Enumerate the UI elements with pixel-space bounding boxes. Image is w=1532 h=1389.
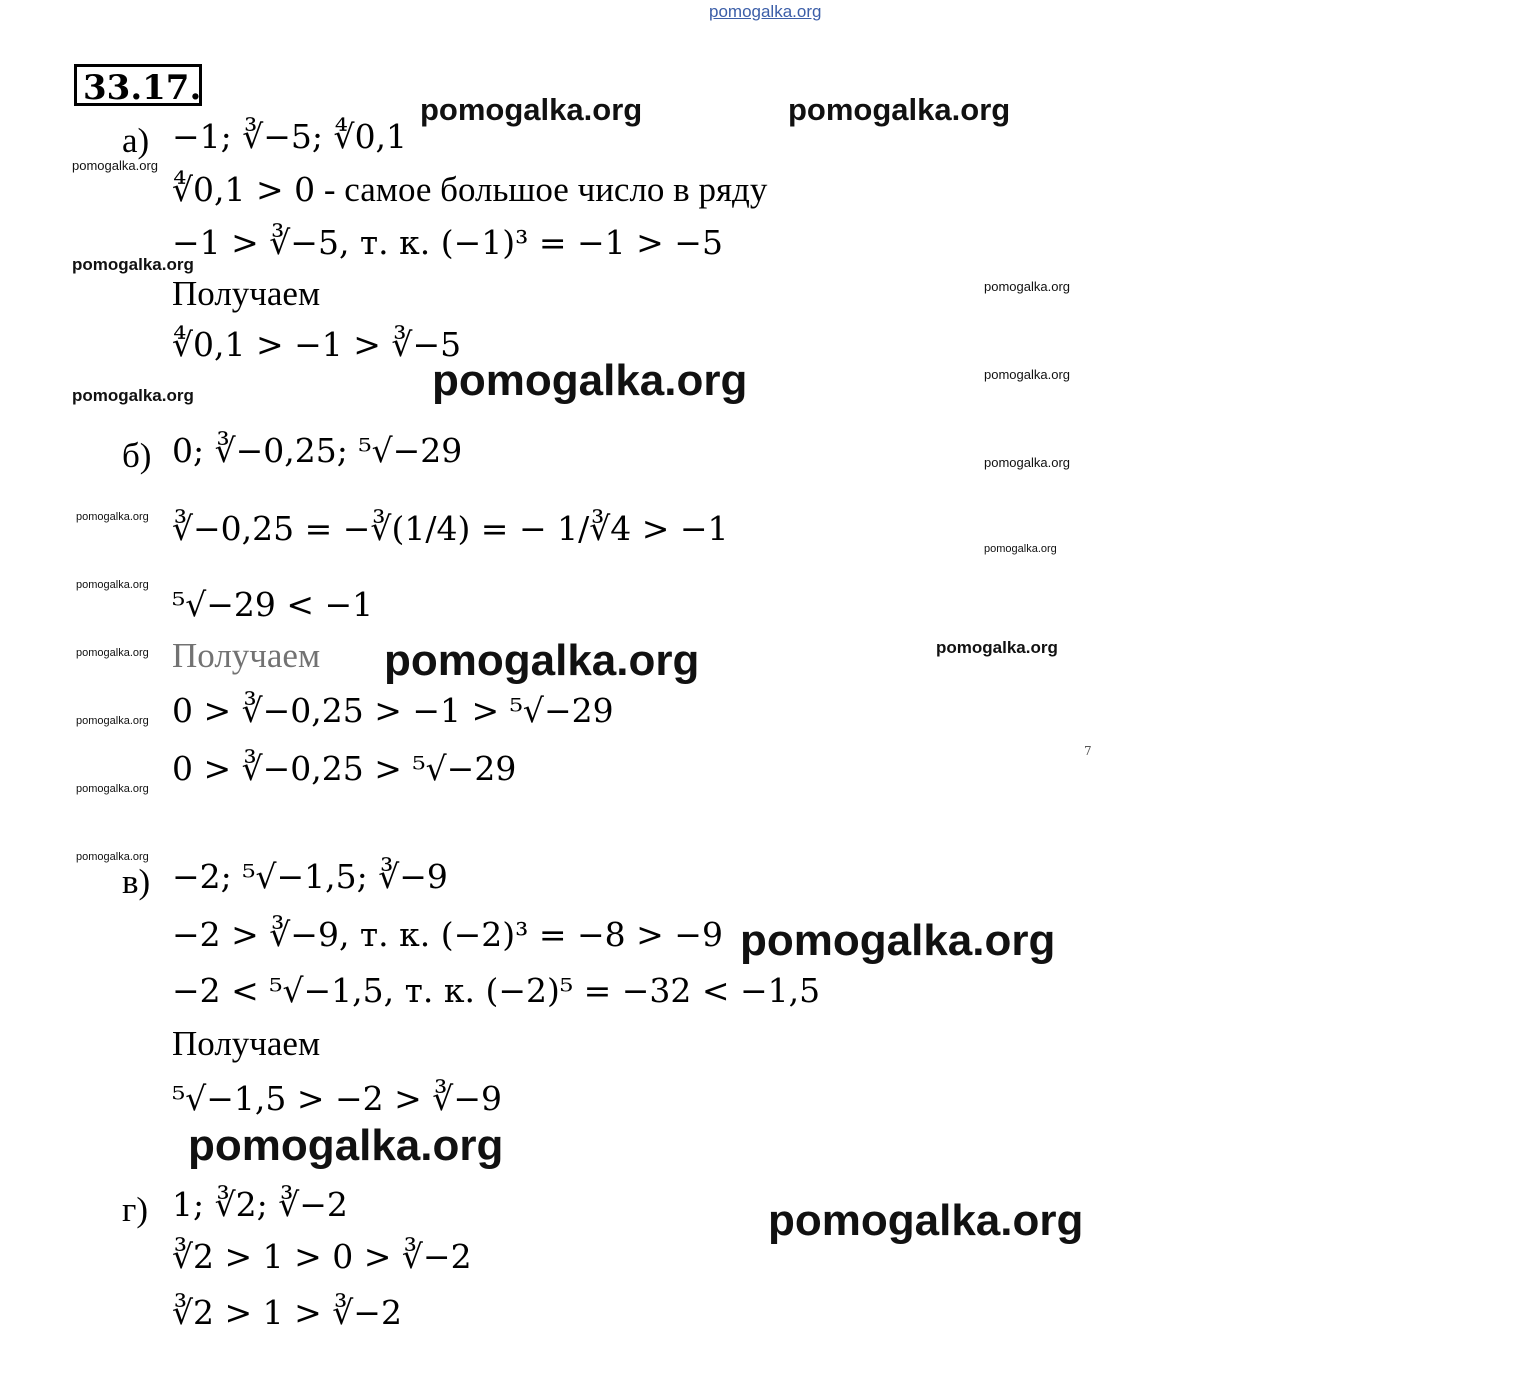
watermark: pomogalka.org <box>768 1196 1084 1245</box>
part-a-line1: −1; ∛−5; ∜0,1 <box>172 117 408 156</box>
part-b-line6: 0 > ∛−0,25 > ⁵√−29 <box>172 749 517 788</box>
stray-mark: 7 <box>1084 744 1092 758</box>
part-a-label: а) <box>122 121 150 160</box>
watermark: pomogalka.org <box>984 367 1070 382</box>
watermark: pomogalka.org <box>188 1121 504 1170</box>
watermark: pomogalka.org <box>984 543 1057 555</box>
part-v-line5: ⁵√−1,5 > −2 > ∛−9 <box>172 1079 502 1118</box>
watermark: pomogalka.org <box>432 356 748 405</box>
part-a-line2-text: - самое большое число в ряду <box>315 170 768 209</box>
watermark: pomogalka.org <box>72 386 194 405</box>
part-b-line2: ∛−0,25 = −∛(1/4) = − 1/∛4 > −1 <box>172 509 729 548</box>
watermark: pomogalka.org <box>984 279 1070 294</box>
watermark: pomogalka.org <box>984 455 1070 470</box>
watermark: pomogalka.org <box>76 579 149 591</box>
part-a-line4: Получаем <box>172 274 321 313</box>
part-b-label: б) <box>122 436 152 475</box>
part-b-line1: 0; ∛−0,25; ⁵√−29 <box>172 431 463 470</box>
part-g-line3: ∛2 > 1 > ∛−2 <box>172 1293 402 1332</box>
part-v-label: в) <box>122 862 151 901</box>
watermark: pomogalka.org <box>76 511 149 523</box>
watermark: pomogalka.org <box>384 636 700 685</box>
watermark: pomogalka.org <box>76 783 149 795</box>
watermark: pomogalka.org <box>420 92 643 127</box>
watermark: pomogalka.org <box>76 647 149 659</box>
watermark: pomogalka.org <box>72 158 158 173</box>
watermark: pomogalka.org <box>936 638 1058 657</box>
part-b-line5: 0 > ∛−0,25 > −1 > ⁵√−29 <box>172 691 614 730</box>
part-v-line2: −2 > ∛−9, т. к. (−2)³ = −8 > −9 <box>172 915 723 954</box>
part-g-line1: 1; ∛2; ∛−2 <box>172 1185 348 1224</box>
part-g-label: г) <box>122 1190 149 1229</box>
watermark: pomogalka.org <box>788 92 1011 127</box>
part-g-line2: ∛2 > 1 > 0 > ∛−2 <box>172 1237 472 1276</box>
watermark: pomogalka.org <box>72 255 194 274</box>
watermark: pomogalka.org <box>76 851 149 863</box>
part-a-line3: −1 > ∛−5, т. к. (−1)³ = −1 > −5 <box>172 223 723 262</box>
part-a-line2-math: ∜0,1 > 0 <box>172 170 316 209</box>
part-b-line3: ⁵√−29 < −1 <box>172 585 374 624</box>
part-v-line3: −2 < ⁵√−1,5, т. к. (−2)⁵ = −32 < −1,5 <box>172 971 821 1010</box>
part-a-line2 <box>172 172 767 207</box>
part-a-line5: ∜0,1 > −1 > ∛−5 <box>172 325 462 364</box>
watermark-top[interactable]: pomogalka.org <box>709 2 822 21</box>
watermark: pomogalka.org <box>76 715 149 727</box>
part-v-line4: Получаем <box>172 1024 321 1063</box>
watermark: pomogalka.org <box>740 916 1056 965</box>
problem-number: 33.17. <box>74 64 202 106</box>
part-b-line4: Получаем <box>172 636 321 675</box>
part-v-line1: −2; ⁵√−1,5; ∛−9 <box>172 857 448 896</box>
